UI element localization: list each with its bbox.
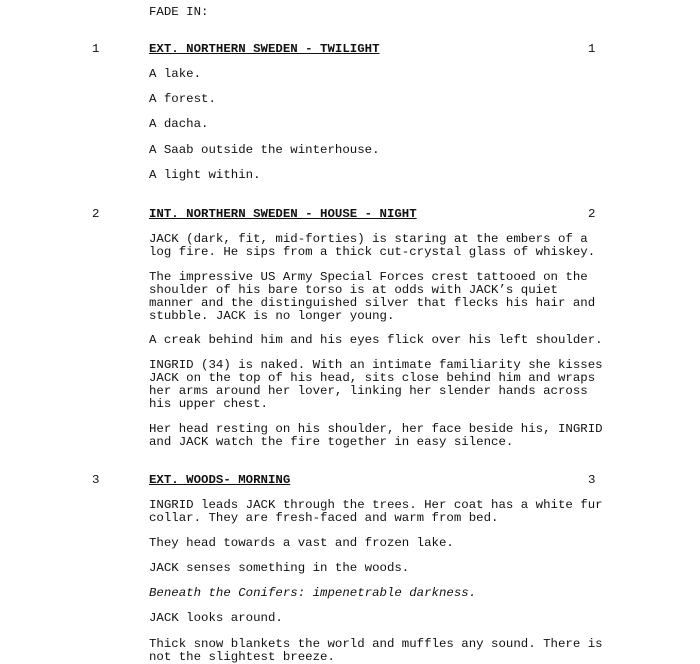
action-line: JACK (dark, fit, mid-forties) is staring at the embers of a xyxy=(149,232,588,246)
action-line: They head towards a vast and frozen lake. xyxy=(149,536,454,550)
action-line: JACK senses something in the woods. xyxy=(149,561,410,575)
action-line: A creak behind him and his eyes flick over his left shoulder. xyxy=(149,333,603,347)
action-line: The impressive US Army Special Forces crest tattooed on the xyxy=(149,270,588,284)
action-line: Her head resting on his shoulder, her face beside his, INGRID xyxy=(149,422,603,436)
scene-number-right: 1 xyxy=(588,42,596,56)
scene-number-left: 2 xyxy=(92,207,100,221)
action-line: A dacha. xyxy=(149,117,209,131)
action-line: A Saab outside the winterhouse. xyxy=(149,143,380,157)
action-line: stubble. JACK is no longer young. xyxy=(149,309,395,323)
action-line: JACK on the top of his head, sits close behind him and wraps xyxy=(149,371,596,385)
scene-number-right: 3 xyxy=(588,473,596,487)
scene-number-left: 3 xyxy=(92,473,100,487)
action-line: manner and the distinguished silver that flecks his hair and xyxy=(149,296,596,310)
action-line: and JACK watch the fire together in easy silence. xyxy=(149,435,514,449)
action-line: A light within. xyxy=(149,168,261,182)
action-line: collar. They are fresh-faced and warm from bed. xyxy=(149,511,499,525)
scene-heading: EXT. NORTHERN SWEDEN - TWILIGHT xyxy=(149,42,380,56)
scene-heading: INT. NORTHERN SWEDEN - HOUSE - NIGHT xyxy=(149,207,417,221)
action-line: Thick snow blankets the world and muffles any sound. There is xyxy=(149,637,603,651)
scene-number-right: 2 xyxy=(588,207,596,221)
action-line: her arms around her lover, linking her slender hands across xyxy=(149,384,588,398)
action-line: A forest. xyxy=(149,92,216,106)
action-line: shoulder of his bare torso is at odds with JACK’s quiet xyxy=(149,283,558,297)
action-line: not the slightest breeze. xyxy=(149,650,335,664)
action-line: INGRID (34) is naked. With an intimate familiarity she kisses xyxy=(149,358,603,372)
action-line: INGRID leads JACK through the trees. Her coat has a white fur xyxy=(149,498,603,512)
action-line: JACK looks around. xyxy=(149,611,283,625)
action-line: A lake. xyxy=(149,67,202,81)
action-line: Beneath the Conifers: impenetrable darkness. xyxy=(149,586,477,600)
action-line: log fire. He sips from a thick cut-crystal glass of whiskey. xyxy=(149,245,596,259)
fade-in-transition: FADE IN: xyxy=(149,5,209,19)
scene-heading: EXT. WOODS- MORNING xyxy=(149,473,291,487)
action-line: his upper chest. xyxy=(149,397,268,411)
scene-number-left: 1 xyxy=(92,42,100,56)
